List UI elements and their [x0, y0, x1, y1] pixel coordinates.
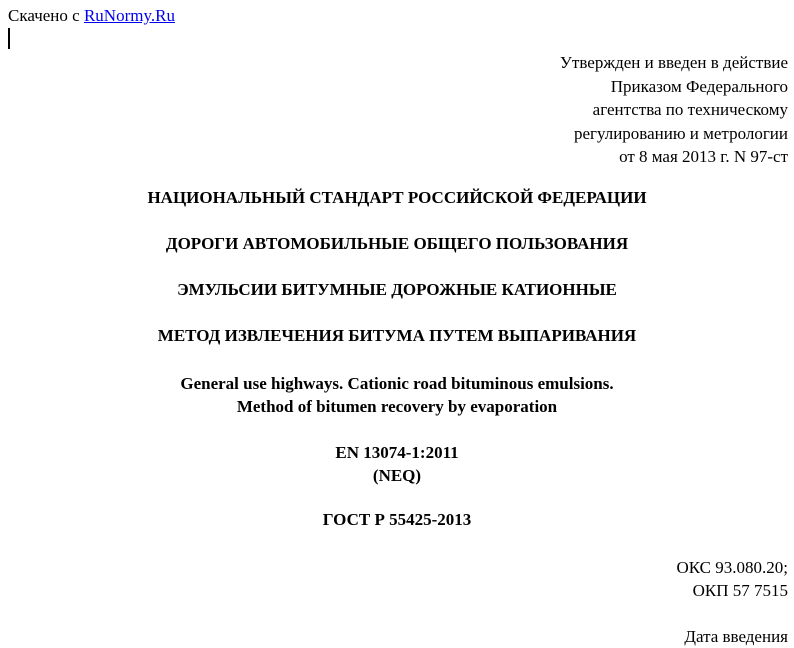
- english-title-line: General use highways. Cationic road bituminous emulsions.: [180, 374, 614, 393]
- english-title: [0, 372, 794, 418]
- text-cursor: [8, 28, 10, 49]
- national-standard-heading: НАЦИОНАЛЬНЫЙ СТАНДАРТ РОССИЙСКОЙ ФЕДЕРАЦИИ: [147, 188, 647, 207]
- method-heading: МЕТОД ИЗВЛЕЧЕНИЯ БИТУМА ПУТЕМ ВЫПАРИВАНИЯ: [157, 326, 637, 345]
- runormy-link[interactable]: RuNormy.Ru: [83, 6, 175, 25]
- okp-code: ОКП 57 7515: [692, 581, 788, 600]
- emulsions-heading: ЭМУЛЬСИИ БИТУМНЫЕ ДОРОЖНЫЕ КАТИОННЫЕ: [177, 280, 617, 299]
- approval-line: Утвержден и введен в действие: [559, 53, 788, 72]
- source-prefix: Скачено с: [8, 6, 84, 25]
- approval-line: агентства по техническому: [592, 100, 788, 119]
- approval-line: регулированию и метрологии: [573, 123, 788, 143]
- source-line: [8, 6, 175, 26]
- roads-heading: ДОРОГИ АВТОМОБИЛЬНЫЕ ОБЩЕГО ПОЛЬЗОВАНИЯ: [165, 234, 629, 253]
- approval-line: Приказом Федерального: [610, 76, 788, 96]
- en-equivalence-degree: (NEQ): [372, 466, 422, 485]
- intro-date-label: Дата введения: [684, 627, 788, 646]
- english-title-line: Method of bitumen recovery by evaporation: [236, 397, 558, 416]
- gost-number: ГОСТ Р 55425-2013: [322, 510, 472, 529]
- en-standard-code: EN 13074-1:2011: [335, 443, 459, 462]
- en-reference: [0, 441, 794, 487]
- classification-block: [676, 556, 788, 602]
- oks-code: ОКС 93.080.20;: [676, 558, 788, 577]
- approval-block: [560, 51, 788, 169]
- approval-line: от 8 мая 2013 г. N 97-ст: [619, 147, 788, 166]
